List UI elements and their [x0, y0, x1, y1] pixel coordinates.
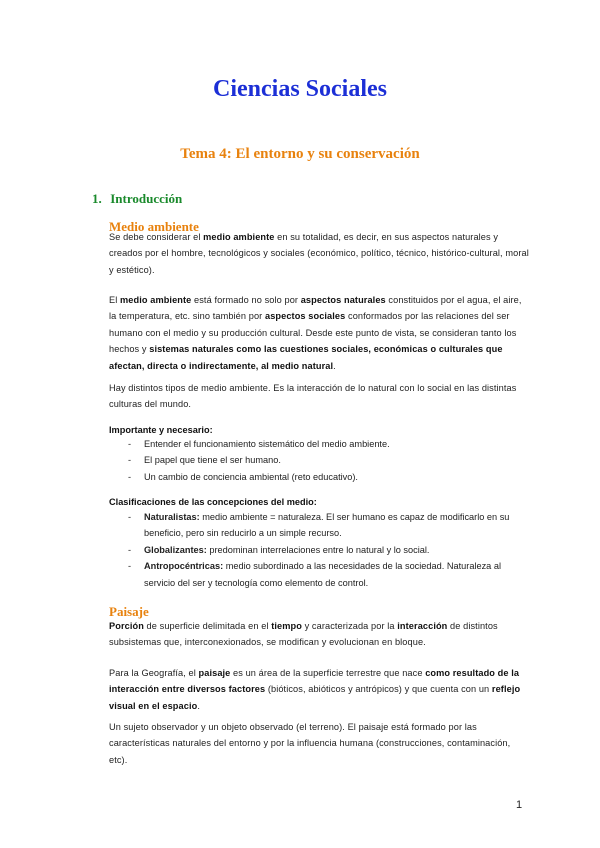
section-number: 1. — [92, 191, 102, 206]
importante-list — [128, 436, 528, 485]
list-item: - Globalizantes: predominan interrelaciones entre lo natural y lo social. — [128, 542, 528, 558]
clasificaciones-list — [128, 509, 528, 591]
paragraph-paisaje-3: Un sujeto observador y un objeto observado (el terreno). El paisaje está formado por las características naturales del entorno y por la influencia humana (construcciones, contaminación, etc). — [109, 722, 511, 765]
document-subtitle: Tema 4: El entorno y su conservación — [180, 146, 420, 162]
heading-medio-ambiente: Medio ambiente — [109, 219, 199, 234]
list-item: - El papel que tiene el ser humano. — [128, 452, 528, 468]
heading-paisaje: Paisaje — [109, 604, 149, 619]
importante-title: Importante y necesario: — [109, 425, 213, 435]
paragraph-paisaje-1: Porción de superficie delimitada en el tiempo y caracterizada por la interacción de distintos subsistemas que, interconexionados, se modifican y evolucionan en bloque. — [109, 621, 498, 648]
document-title: Ciencias Sociales — [213, 76, 387, 102]
list-item: - Un cambio de conciencia ambiental (reto educativo). — [128, 469, 528, 485]
paragraph-paisaje-2: Para la Geografía, el paisaje es un área de la superficie terrestre que nace como resultado de la interacción entre diversos factores (bióticos, abióticos y antrópicos) y que cuenta con un reflejo visual en el espacio. — [109, 668, 521, 711]
page-number: 1 — [516, 799, 523, 811]
clasificaciones-title: Clasificaciones de las concepciones del medio: — [109, 497, 317, 507]
section-title: Introducción — [110, 191, 183, 206]
paragraph-medio-ambiente-2: El medio ambiente está formado no solo por aspectos naturales constituidos por el agua, el aire, la temperatura, etc. sino también por aspectos sociales conformados por las relaciones del ser humano con el medio y su producción cultural. Desde este punto de vista, se consideran tanto los hechos y sistemas naturales como las cuestiones sociales, económicas o culturales que afectan, directa o indirectamente, al medio natural. — [109, 295, 522, 371]
paragraph-medio-ambiente-1: Se debe considerar el medio ambiente en su totalidad, es decir, en sus aspectos naturales y creados por el hombre, tecnológicos y sociales (económico, político, técnico, histórico-cultural, moral y estético). — [109, 232, 529, 275]
paragraph-medio-ambiente-3: Hay distintos tipos de medio ambiente. Es la interacción de lo natural con lo social en las distintas culturas del mundo. — [109, 383, 517, 410]
list-item: - Entender el funcionamiento sistemático del medio ambiente. — [128, 436, 528, 452]
list-item: - Naturalistas: medio ambiente = naturaleza. El ser humano es capaz de modificarlo en su beneficio, pero sin reducirlo a un simple recurso. — [128, 509, 528, 542]
list-item: - Antropocéntricas: medio subordinado a las necesidades de la sociedad. Naturaleza al servicio del ser y tecnología como elemento de control. — [128, 558, 528, 591]
section-heading — [92, 191, 182, 207]
